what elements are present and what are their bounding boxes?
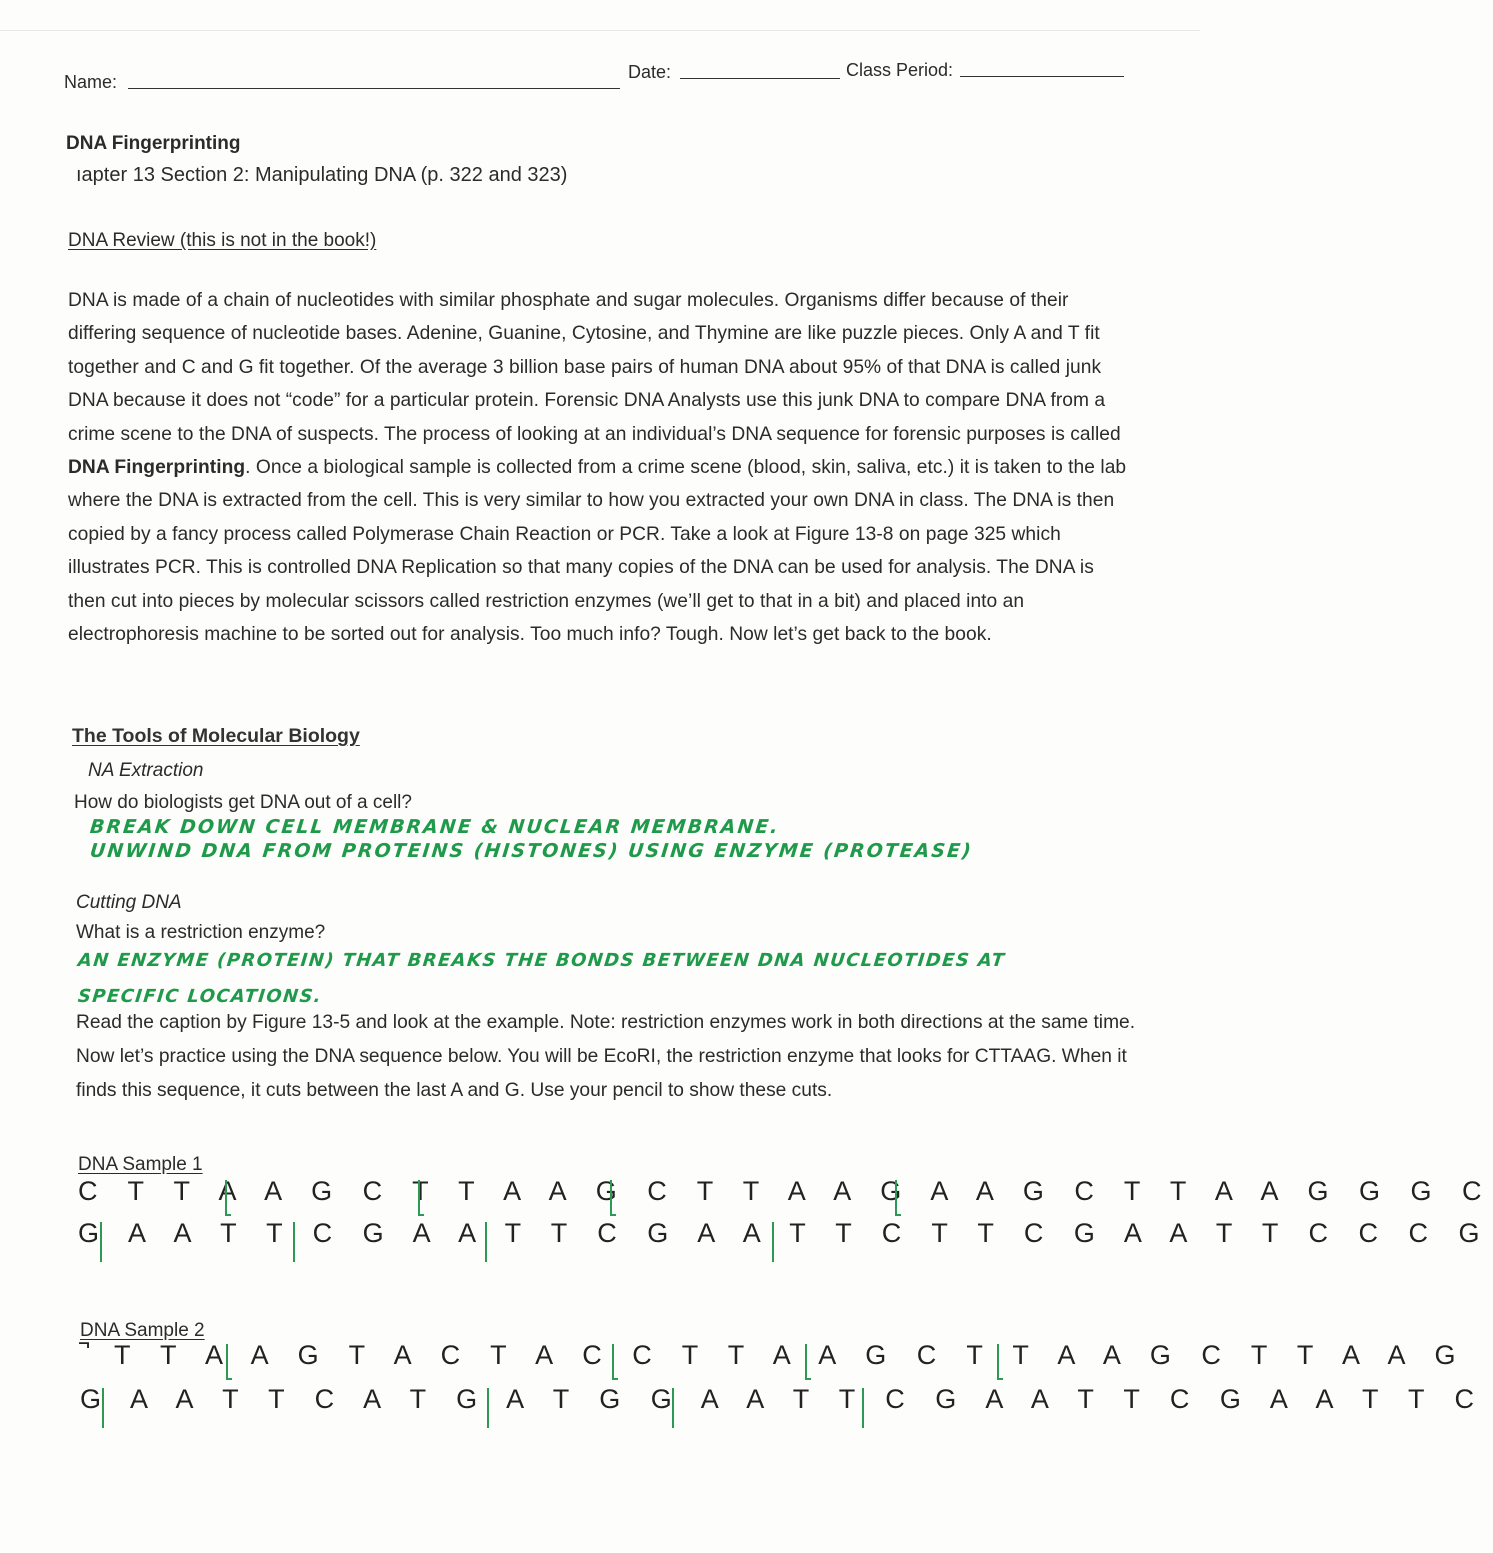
sample1-cut-mark [772,1222,774,1262]
sample2-cut-mark [226,1344,232,1380]
sample2-cut-mark [672,1388,674,1428]
extraction-answer-line1: BREAK DOWN CELL MEMBRANE & NUCLEAR MEMBRANE. [88,816,781,838]
extraction-answer-line2: UNWIND DNA FROM PROTEINS (HISTONES) USING ENZYME (PROTEASE) [88,840,974,862]
extraction-label: NA Extraction [88,760,204,781]
instructions-paragraph: Read the caption by Figure 13-5 and look at the example. Note: restriction enzymes work in both directions at the same time. Now let’s practice using the DNA sequence below. You will be EcoRI, the restriction enzyme that looks for CTTAAG. When it finds this sequence, it cuts between the last A and G. Use your pencil to show these cuts. [76,1012,1136,1101]
sample1-label: DNA Sample 1 [78,1154,203,1175]
cutting-answer-line2: SPECIFIC LOCATIONS. [76,986,324,1007]
cutting-question: What is a restriction enzyme? [76,922,326,943]
sample2-cut-mark [997,1344,1003,1380]
sample1-cut-mark [418,1180,424,1216]
sample1-cut-mark [610,1180,616,1216]
review-heading: DNA Review (this is not in the book!) [68,230,377,251]
date-line[interactable] [680,78,840,79]
sample1-cut-mark [485,1222,487,1262]
sample2-cut-mark [862,1388,864,1428]
sample2-top-strand: ̚ T T A A G T A C T A C C T T A A G C T T A A G C T T A A G [84,1340,1468,1370]
sample2-cut-mark [102,1388,104,1428]
sample1-cut-mark [293,1222,295,1262]
class-period-line[interactable] [960,76,1124,77]
extraction-question: How do biologists get DNA out of a cell? [74,792,412,813]
sample2-bottom-strand: G A A T T C A T G A T G G A A T T C G A A T T C G A A T T C [80,1384,1486,1414]
sample1-cut-mark [100,1222,102,1262]
name-line[interactable] [128,88,620,89]
sample2-label: DNA Sample 2 [80,1320,205,1341]
sample1-top-strand: C T T A A G C T T A A G C T T A A G A A G C T T A A G G G C [78,1176,1493,1206]
sample1-bottom-strand: G A A T T C G A A T T C G A A T T C T T C G A A T T C C C G [78,1218,1491,1248]
cutting-label: Cutting DNA [76,892,182,913]
name-label: Name: [64,72,118,92]
sample1-cut-mark [225,1180,231,1216]
sample2-cut-mark [612,1344,618,1380]
sample2-cut-mark [487,1388,489,1428]
tools-heading: The Tools of Molecular Biology [72,725,360,747]
review-paragraph: DNA is made of a chain of nucleotides with similar phosphate and sugar molecules. Organisms differ because of their differing sequence of nucleotide bases. Adenine, Guanine, Cytosine, and Thymine are like puzzle pieces. Only A and T fit together and C and G fit together. Of the average 3 billion base pairs of human DNA about 95% of that DNA is called junk DNA because it does not “code” for a particular protein. Forensic DNA Analysts use this junk DNA to compare DNA from a crime scene to the DNA of suspects. The process of looking at an individual’s DNA sequence for forensic purposes is called DNA Fingerprinting. Once a biological sample is collected from a crime scene (blood, skin, saliva, etc.) it is taken to the lab where the DNA is extracted from the cell. This is very similar to how you extracted your own DNA in class. The DNA is then copied by a fancy process called Polymerase Chain Reaction or PCR. Take a look at Figure 13-8 on page 325 which illustrates PCR. This is controlled DNA Replication so that many copies of the DNA can be used for analysis. The DNA is then cut into pieces by molecular scissors called restriction enzymes (we’ll get to that in a bit) and placed into an electrophoresis machine to be sorted out for analysis. Too much info? Tough. Now let’s get back to the book. [68,290,1127,646]
page-subtitle: ıapter 13 Section 2: Manipulating DNA (p. 322 and 323) [76,164,568,186]
class-period-label: Class Period: [846,60,954,80]
page-title: DNA Fingerprinting [66,133,241,154]
cutting-answer-line1: AN ENZYME (PROTEIN) THAT BREAKS THE BONDS BETWEEN DNA NUCLEOTIDES AT [76,950,1007,971]
date-label: Date: [628,62,672,82]
sample2-cut-mark [805,1344,811,1380]
sample1-cut-mark [895,1180,901,1216]
dna-fingerprinting-term: DNA Fingerprinting [68,457,246,479]
